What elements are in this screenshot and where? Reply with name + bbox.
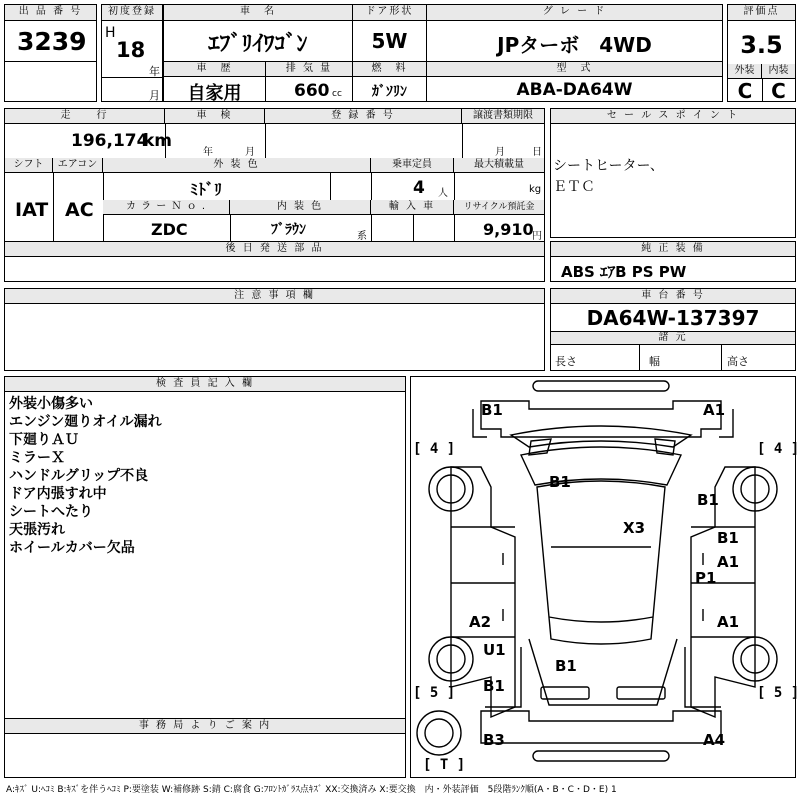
vehicle-name: ｴﾌﾞﾘｲﾜｺﾞﾝ [208,32,308,57]
door-label: ドア形状 [353,5,426,21]
inspection-month-unit: 月 [245,147,255,158]
damage-mark: A1 [703,401,726,419]
color-label: 外 装 色 [103,158,371,173]
interior-color: ﾌﾞﾗｳﾝ [271,222,306,238]
model-box [426,61,723,102]
score-box [727,4,796,102]
history-label: 車 歴 [164,62,265,77]
height-label: 高さ [727,355,749,368]
office-label: 事 務 局 よ り ご 案 内 [5,719,405,734]
tire-depth-rear-left: [ 5 ] [413,685,456,701]
chassis-box [550,288,796,371]
first-registration-box [101,4,163,102]
shift-label: シフト [5,158,53,173]
sales-label: セ ー ル ス ポ イ ン ト [551,109,795,124]
equipment-label: 純 正 装 備 [551,242,795,257]
note-line: 天張汚れ [9,522,65,538]
exterior-color: ﾐﾄﾞﾘ [190,180,223,199]
damage-mark: A1 [717,613,740,631]
lot-number: 3239 [17,27,87,56]
transfer-label: 譲渡書類期限 [462,109,544,124]
inspector-label: 検 査 員 記 入 欄 [5,377,405,392]
history: 自家用 [187,83,242,104]
caution-label: 注 意 事 項 欄 [5,289,544,304]
sales-point-line: ＥＴＣ [553,179,595,195]
door-type: 5W [371,29,408,53]
car-diagram-box [410,376,800,778]
grade-label: グ レ ー ド [427,5,722,21]
tire-depth-front-left: [ 4 ] [413,441,456,457]
width-label: 幅 [649,355,660,368]
name-label: 車 名 [164,5,352,21]
era: H [105,25,116,41]
reg-year: 18 [116,38,146,62]
inspection-label: 車 検 [165,109,265,124]
office-box [4,718,406,778]
shift: IAT [15,199,49,221]
chassis-number: DA64W-137397 [586,306,760,330]
transfer-day-unit: 日 [532,147,542,158]
fuel: ｶﾞｿﾘﾝ [372,84,407,100]
note-line: ハンドルグリップ不良 [9,468,149,484]
sales-points-box [550,108,796,238]
tire-depth-front-right: [ 4 ] [757,441,800,457]
load-unit: kg [529,184,542,195]
equipment: ABS ｴｱB PS PW [561,263,687,281]
ac-label: エアコン [53,158,103,173]
displacement-label: 排 気 量 [266,62,352,77]
lot-box [4,4,97,102]
damage-mark: B1 [717,529,739,547]
mileage: 196,174 [71,131,149,151]
lot-label: 出 品 番 号 [5,5,96,21]
import-label: 輸 入 車 [371,200,454,215]
grade: JPターボ 4WD [497,33,652,57]
recycle-label: リサイクル預託金 [454,200,544,215]
fuel-box [352,61,427,102]
sales-point-line: シートヒーター、 [553,158,664,174]
year-unit: 年 [149,65,160,78]
name-box [163,4,353,62]
note-line: 外装小傷多い [9,396,93,412]
damage-mark: B1 [555,657,577,675]
later-parts-label: 後 日 発 送 部 品 [5,242,544,257]
later-parts-box [4,241,545,282]
regno-label: 登 録 番 号 [265,109,462,124]
car-diagram [411,377,795,777]
capacity-unit: 人 [438,188,448,199]
model-code: ABA-DA64W [516,80,633,100]
displacement-unit: cc [332,89,342,99]
interior-label: 内 装 色 [230,200,371,215]
score-label: 評価点 [728,5,795,21]
tire-depth-spare: [ T ] [423,757,466,773]
recycle-fee: 9,910 [483,220,534,239]
damage-mark: B1 [483,677,505,695]
history-box [163,61,266,102]
note-line: ミラーＸ [9,450,65,466]
ext-grade: C [737,79,753,103]
damage-mark: X3 [623,519,646,537]
damage-mark: B3 [483,731,505,749]
mileage-unit: km [143,131,173,151]
displacement-box [265,61,353,102]
damage-mark: B1 [697,491,719,509]
int-label: 内装 [762,64,795,79]
note-line: ホイールカバー欠品 [9,540,135,556]
note-line: ドア内張すれ中 [9,486,107,502]
inspector-notes [9,395,162,557]
transfer-month-unit: 月 [495,147,505,158]
damage-mark: B1 [481,401,503,419]
inspection-year-unit: 年 [203,147,213,158]
displacement: 660 [294,81,330,101]
color-code: ZDC [151,220,188,239]
interior-unit: 系 [357,231,367,242]
grade-box [426,4,723,62]
damage-mark: A2 [469,613,492,631]
damage-mark: P1 [695,569,717,587]
equipment-box [550,241,796,282]
damage-mark: A1 [717,553,740,571]
ext-label: 外装 [728,64,762,79]
chassis-label: 車 台 番 号 [551,289,795,304]
info-grid [4,108,545,242]
note-line: 下廻りＡＵ [9,432,79,448]
model-label: 型 式 [427,62,722,77]
load-label: 最大積載量 [454,158,544,173]
recycle-unit: 円 [532,231,542,242]
door-box [352,4,427,62]
damage-mark: A4 [703,731,726,749]
specs-label: 諸 元 [551,331,795,345]
damage-mark: U1 [483,641,506,659]
caution-box [4,288,545,371]
note-line: エンジン廻りオイル漏れ [9,414,162,430]
inspector-box [4,376,406,719]
capacity-label: 乗車定員 [371,158,454,173]
colorno-label: カ ラ ー Ｎ ｏ . [103,200,230,215]
legend: A:ｷｽﾞ U:ﾍｺﾐ B:ｷｽﾞを伴うﾍｺﾐ P:要塗装 W:補修跡 S:錆 C:腐食 G:ﾌﾛﾝﾄｶﾞﾗｽ点ｷｽﾞ XX:交換済み X:要交換 内・外装評価 5段階ﾗﾝｸ順(A・B・C・D・E) 1 [6,785,617,795]
int-grade: C [771,79,786,103]
month-unit: 月 [149,89,160,102]
mileage-label: 走 行 [5,109,165,124]
damage-mark: B1 [549,473,571,491]
fuel-label: 燃 料 [353,62,426,77]
note-line: シートへたり [9,504,93,520]
aircon: AC [65,199,94,221]
score: 3.5 [740,31,783,59]
length-label: 長さ [555,355,577,368]
tire-depth-rear-right: [ 5 ] [757,685,800,701]
capacity: 4 [413,178,425,198]
first-reg-label: 初度登録 [102,5,162,21]
